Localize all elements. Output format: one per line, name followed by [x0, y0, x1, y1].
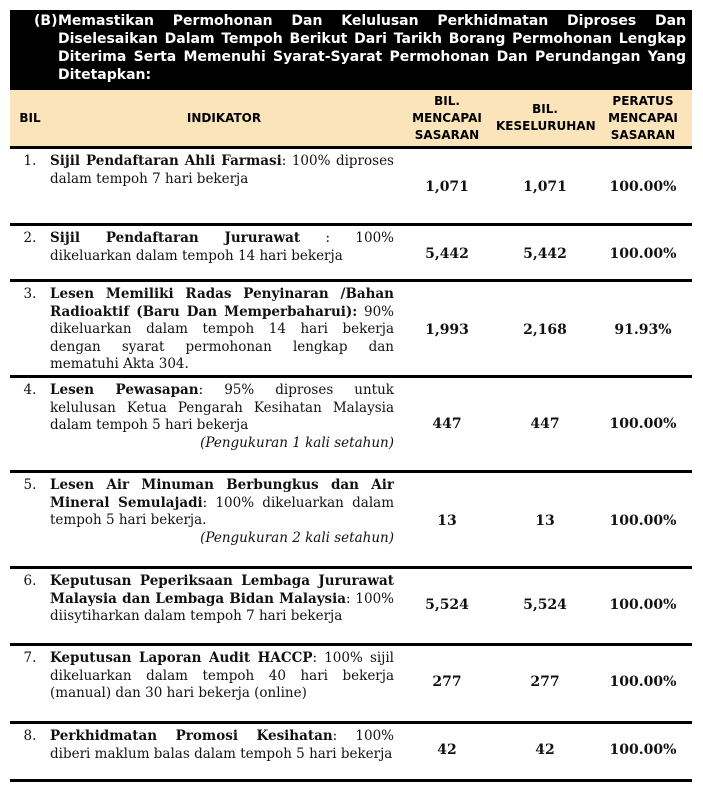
value-keseluruhan: 277 [530, 674, 560, 690]
performance-table [10, 10, 692, 782]
value-peratus: 100.00% [609, 246, 677, 262]
table-header [10, 90, 692, 149]
section-title: Memastikan Permohonan Dan Kelulusan Perkhidmatan Diproses Dan Diselesaikan Dalam Tempoh Berikut Dari Tarikh Borang Permohonan Lengkap Diterima Serta Memenuhi Syarat-Syarat Permohonan Dan Perundangan Yang Ditetapkan: [58, 13, 686, 83]
indicator-text: Lesen Air Minuman Berbungkus dan Air Mineral Semulajadi: 100% dikeluarkan dalam tempoh 5 hari bekerja. (Pengukuran 2 kali setahun) [50, 477, 394, 546]
value-peratus: 100.00% [609, 742, 677, 758]
table-row: 5. Lesen Air Minuman Berbungkus dan Air Mineral Semulajadi: 100% dikeluarkan dalam tempoh 5 hari bekerja. (Pengukuran 2 kali setahun) 13 13 100.00% [10, 473, 692, 569]
header-keseluruhan: BIL. KESELURUHAN [496, 102, 596, 133]
indicator-text: Sijil Pendaftaran Ahli Farmasi: 100% diproses dalam tempoh 7 hari bekerja [50, 153, 394, 187]
section-code: (B) [34, 13, 58, 29]
value-peratus: 100.00% [609, 513, 677, 529]
value-peratus: 100.00% [609, 416, 677, 432]
value-peratus: 100.00% [609, 179, 677, 195]
value-mencapai: 13 [437, 513, 457, 529]
section-banner [10, 10, 692, 90]
indicator-text: Keputusan Peperiksaan Lembaga Jururawat Malaysia dan Lembaga Bidan Malaysia: 100% diisytiharkan dalam tempoh 7 hari bekerja [50, 573, 395, 625]
value-mencapai: 1,071 [425, 179, 469, 195]
header-peratus: PERATUS MENCAPAI SASARAN [608, 93, 678, 142]
indicator-text: Lesen Pewasapan: 95% diproses untuk kelulusan Ketua Pengarah Kesihatan Malaysia dalam tempoh 5 hari bekerja (Pengukuran 1 kali setahun) [50, 382, 394, 451]
indicator-text: Lesen Memiliki Radas Penyinaran /Bahan Radioaktif (Baru Dan Memperbaharui): 90% dikeluarkan dalam tempoh 14 hari bekerja dengan syarat permohonan lengkap dan mematuhi Akta 304. [50, 286, 394, 373]
value-keseluruhan: 13 [535, 513, 555, 529]
value-keseluruhan: 447 [530, 416, 560, 432]
table-row: 6. Keputusan Peperiksaan Lembaga Jururawat Malaysia dan Lembaga Bidan Malaysia: 100% diisytiharkan dalam tempoh 7 hari bekerja 5,524 5,524 100.00% [10, 569, 692, 646]
value-peratus: 100.00% [609, 674, 677, 690]
indicator-text: Perkhidmatan Promosi Kesihatan: 100% diberi maklum balas dalam tempoh 5 hari bekerja [50, 728, 395, 762]
value-peratus: 100.00% [609, 597, 677, 613]
value-mencapai: 5,442 [425, 246, 469, 262]
header-bil: BIL [19, 110, 41, 125]
indicator-text: Keputusan Laporan Audit HACCP: 100% sijil dikeluarkan dalam tempoh 40 hari bekerja (manual) dan 30 hari bekerja (online) [50, 650, 395, 702]
value-mencapai: 447 [432, 416, 462, 432]
table-row: 4. Lesen Pewasapan: 95% diproses untuk kelulusan Ketua Pengarah Kesihatan Malaysia dalam tempoh 5 hari bekerja (Pengukuran 1 kali setahun) 447 447 100.00% [10, 378, 692, 473]
value-mencapai: 1,993 [425, 322, 469, 338]
value-keseluruhan: 5,442 [523, 246, 567, 262]
value-mencapai: 5,524 [425, 597, 469, 613]
measurement-note: (Pengukuran 1 kali setahun) [200, 434, 394, 451]
indicator-text: Sijil Pendaftaran Jururawat : 100% dikeluarkan dalam tempoh 14 hari bekerja [50, 230, 394, 264]
table-row: 3. Lesen Memiliki Radas Penyinaran /Bahan Radioaktif (Baru Dan Memperbaharui): 90% dikeluarkan dalam tempoh 14 hari bekerja dengan syarat permohonan lengkap dan mematuhi Akta 304. 1,993 2,168 91.93% [10, 282, 692, 378]
measurement-note: (Pengukuran 2 kali setahun) [200, 529, 394, 546]
value-mencapai: 277 [432, 674, 462, 690]
value-peratus: 91.93% [614, 322, 672, 338]
table-row: 1. Sijil Pendaftaran Ahli Farmasi: 100% diproses dalam tempoh 7 hari bekerja 1,071 1,071 100.00% [10, 149, 692, 226]
table-row: 7. Keputusan Laporan Audit HACCP: 100% sijil dikeluarkan dalam tempoh 40 hari bekerja (manual) dan 30 hari bekerja (online) 277 277 100.00% [10, 646, 692, 724]
table-row: 2. Sijil Pendaftaran Jururawat : 100% dikeluarkan dalam tempoh 14 hari bekerja 5,442 5,442 100.00% [10, 226, 692, 282]
header-indikator: INDIKATOR [186, 110, 262, 125]
header-mencapai: BIL. MENCAPAI SASARAN [412, 93, 482, 142]
value-keseluruhan: 42 [535, 742, 555, 758]
value-mencapai: 42 [437, 742, 457, 758]
value-keseluruhan: 5,524 [523, 597, 567, 613]
table-row: 8. Perkhidmatan Promosi Kesihatan: 100% diberi maklum balas dalam tempoh 5 hari bekerja 42 42 100.00% [10, 724, 692, 782]
value-keseluruhan: 1,071 [523, 179, 567, 195]
value-keseluruhan: 2,168 [523, 322, 567, 338]
